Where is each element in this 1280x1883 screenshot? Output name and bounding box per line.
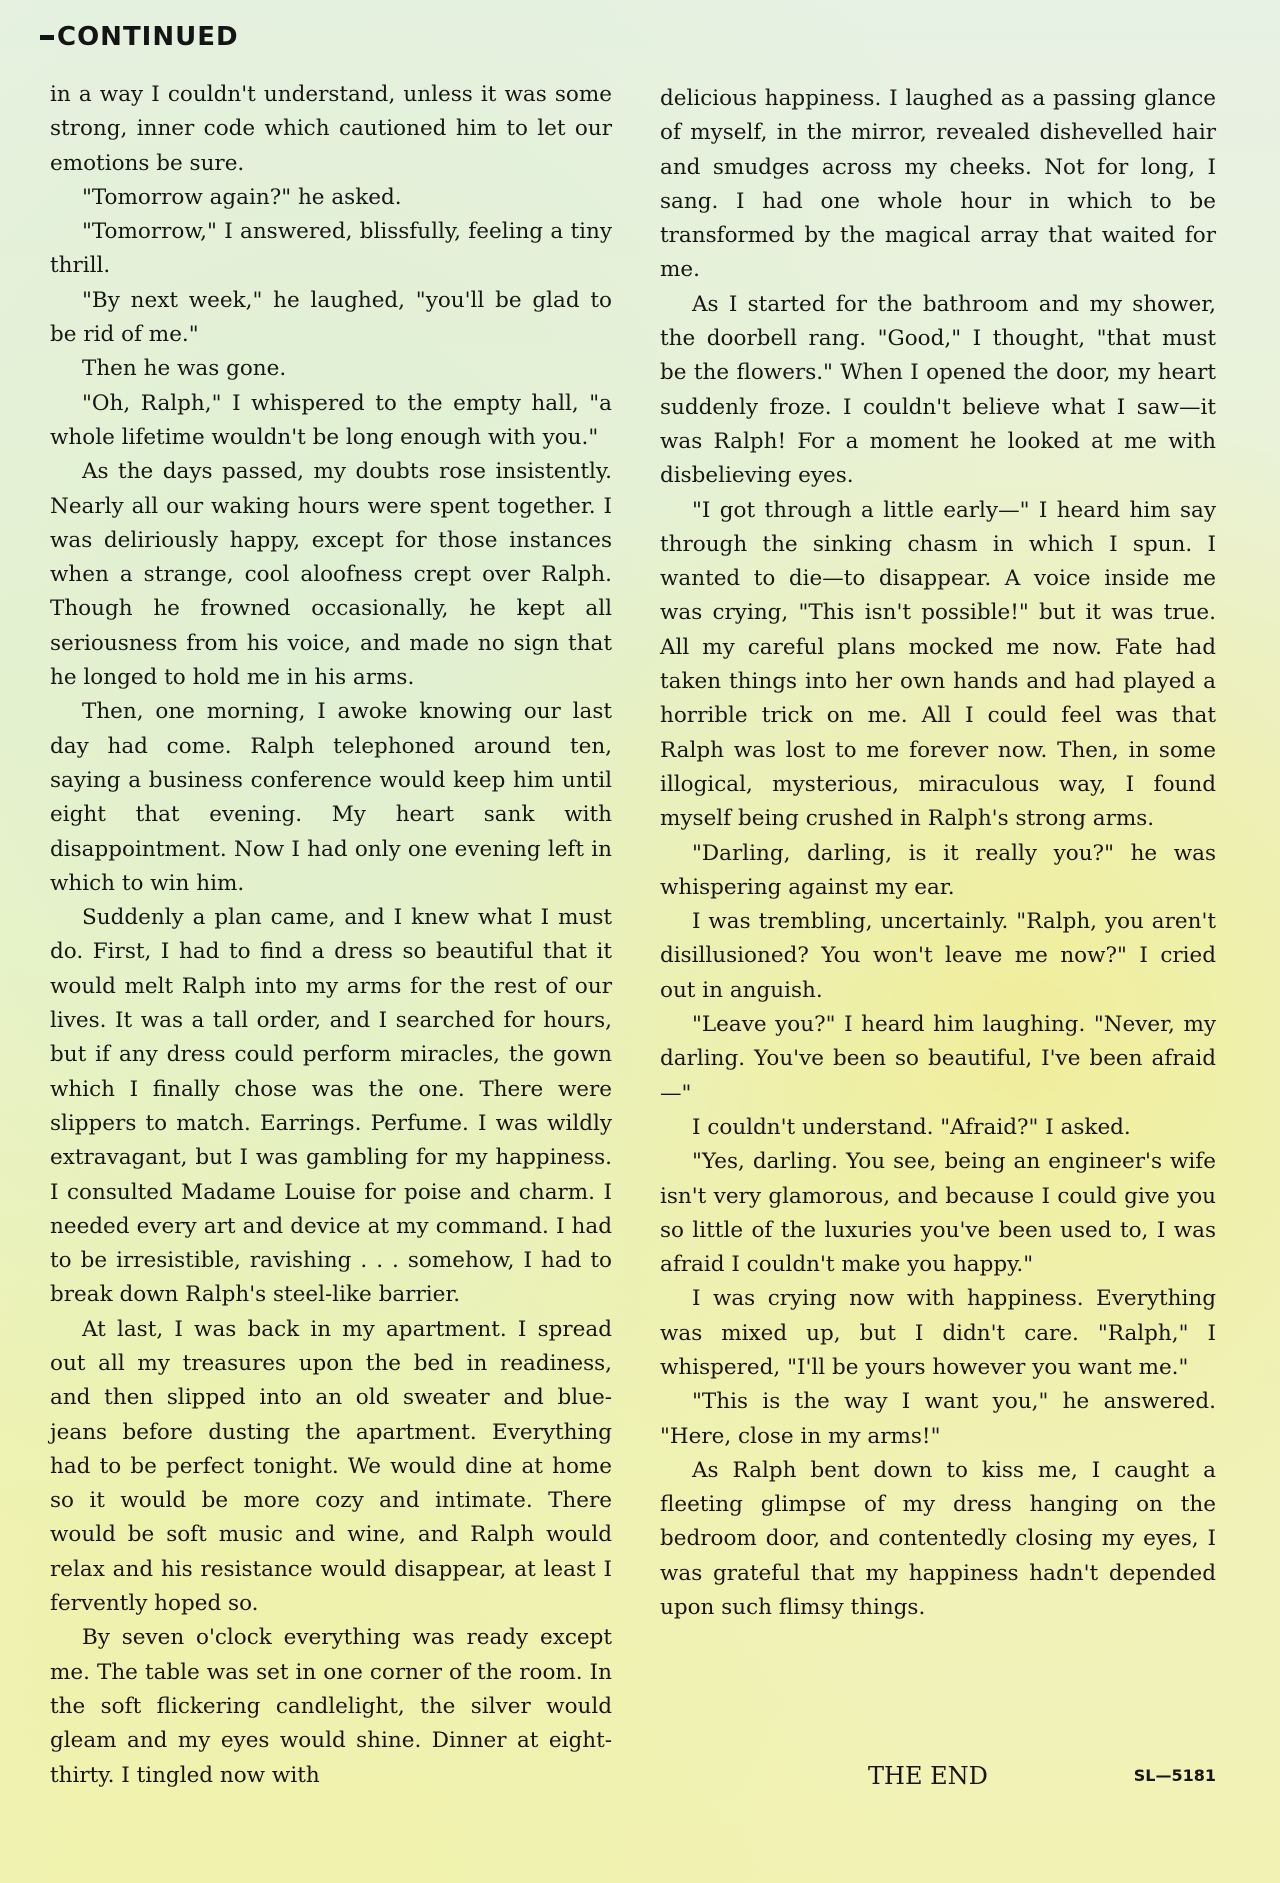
the-end-label: THE END: [868, 1762, 988, 1790]
dash-mark-icon: [40, 35, 54, 40]
left-column: [50, 78, 612, 1793]
paragraph: "Tomorrow again?" he asked.: [82, 184, 402, 210]
paragraph: Then, one morning, I awoke knowing our last day had come. Ralph telephoned around ten, saying a business conference would keep him until eight that evening. My heart sank with disappointment. Now I had only one evening left in which to win him.: [50, 699, 612, 896]
paragraph: delicious happiness. I laughed as a passing glance of myself, in the mirror, revealed dishevelled hair and smudges across my cheeks. Not for long, I sang. I had one whole hour in which to be transformed by the magical array that waited for me.: [660, 86, 1216, 283]
continued-header: [40, 22, 239, 52]
paragraph: By seven o'clock everything was ready except me. The table was set in one corner of the room. In the soft flickering candlelight, the silver would gleam and my eyes would shine. Dinner at eight-thirty. I tingled now with: [50, 1625, 612, 1788]
end-row: [660, 1762, 1216, 1802]
paragraph: Then he was gone.: [82, 356, 287, 382]
paragraph: As the days passed, my doubts rose insistently. Nearly all our waking hours were spent together. I was deliriously happy, except for those instances when a strange, cool aloofness crept over Ralph. Though he frowned occasionally, he kept all seriousness from his voice, and made no sign that he longed to hold me in his arms.: [50, 459, 612, 691]
paragraph: in a way I couldn't understand, unless it was some strong, inner code which cautioned him to let our emotions be sure.: [50, 82, 612, 176]
paragraph: "By next week," he laughed, "you'll be glad to be rid of me.": [50, 287, 612, 348]
paragraph: At last, I was back in my apartment. I spread out all my treasures upon the bed in readiness, and then slipped into an old sweater and blue-jeans before dusting the apartment. Everything had to be perfect tonight. We would dine at home so it would be more cozy and intimate. There would be soft music and wine, and Ralph would relax and his resistance would disappear, at least I fervently hoped so.: [50, 1316, 612, 1617]
paragraph: As I started for the bathroom and my shower, the doorbell rang. "Good," I thought, "that must be the flowers." When I opened the door, my heart suddenly froze. I couldn't believe what I saw—it was Ralph! For a moment he looked at me with disbelieving eyes.: [660, 291, 1216, 489]
paragraph: "Tomorrow," I answered, blissfully, feeling a tiny thrill.: [50, 219, 612, 279]
continued-label: CONTINUED: [57, 22, 239, 52]
paragraph: I couldn't understand. "Afraid?" I asked.: [692, 1114, 1131, 1140]
paragraph: Suddenly a plan came, and I knew what I must do. First, I had to find a dress so beautiful that it would melt Ralph into my arms for the rest of our lives. It was a tall order, and I searched for hours, but if any dress could perform miracles, the gown which I finally chose was the one. There were slippers to match. Earrings. Perfume. I was wildly extravagant, but I was gambling for my happiness. I consulted Madame Louise for poise and charm. I needed every art and device at my command. I had to be irresistible, ravishing . . . somehow, I had to break down Ralph's steel-like barrier.: [50, 905, 612, 1308]
paragraph: "Leave you?" I heard him laughing. "Never, my darling. You've been so beautiful, I've been afraid—": [660, 1012, 1216, 1106]
right-column: [660, 82, 1216, 1625]
paragraph: "I got through a little early—" I heard him say through the sinking chasm in which I spun. I wanted to die—to disappear. A voice inside me was crying, "This isn't possible!" but it was true. All my careful plans mocked me now. Fate had taken things into her own hands and had played a horrible trick on me. All I could feel was that Ralph was lost to me forever now. Then, in some illogical, mysterious, miraculous way, I found myself being crushed in Ralph's strong arms.: [660, 497, 1216, 832]
paragraph: "Darling, darling, is it really you?" he was whispering against my ear.: [660, 840, 1216, 900]
paragraph: I was trembling, uncertainly. "Ralph, you aren't disillusioned? You won't leave me now?" I cried out in anguish.: [660, 909, 1216, 1003]
paragraph: I was crying now with happiness. Everything was mixed up, but I didn't care. "Ralph," I whispered, "I'll be yours however you want me.": [660, 1286, 1216, 1380]
paragraph: "Oh, Ralph," I whispered to the empty hall, "a whole lifetime wouldn't be long enough with you.": [50, 390, 612, 450]
paragraph: As Ralph bent down to kiss me, I caught a fleeting glimpse of my dress hanging on the bedroom door, and contentedly closing my eyes, I was grateful that my happiness hadn't depended upon such flimsy things.: [660, 1457, 1216, 1621]
paragraph: "This is the way I want you," he answered. "Here, close in my arms!": [660, 1389, 1216, 1449]
paragraph: "Yes, darling. You see, being an engineer's wife isn't very glamorous, and because I could give you so little of the luxuries you've been used to, I was afraid I couldn't make you happy.": [660, 1149, 1216, 1278]
story-code: SL—5181: [1133, 1766, 1216, 1785]
